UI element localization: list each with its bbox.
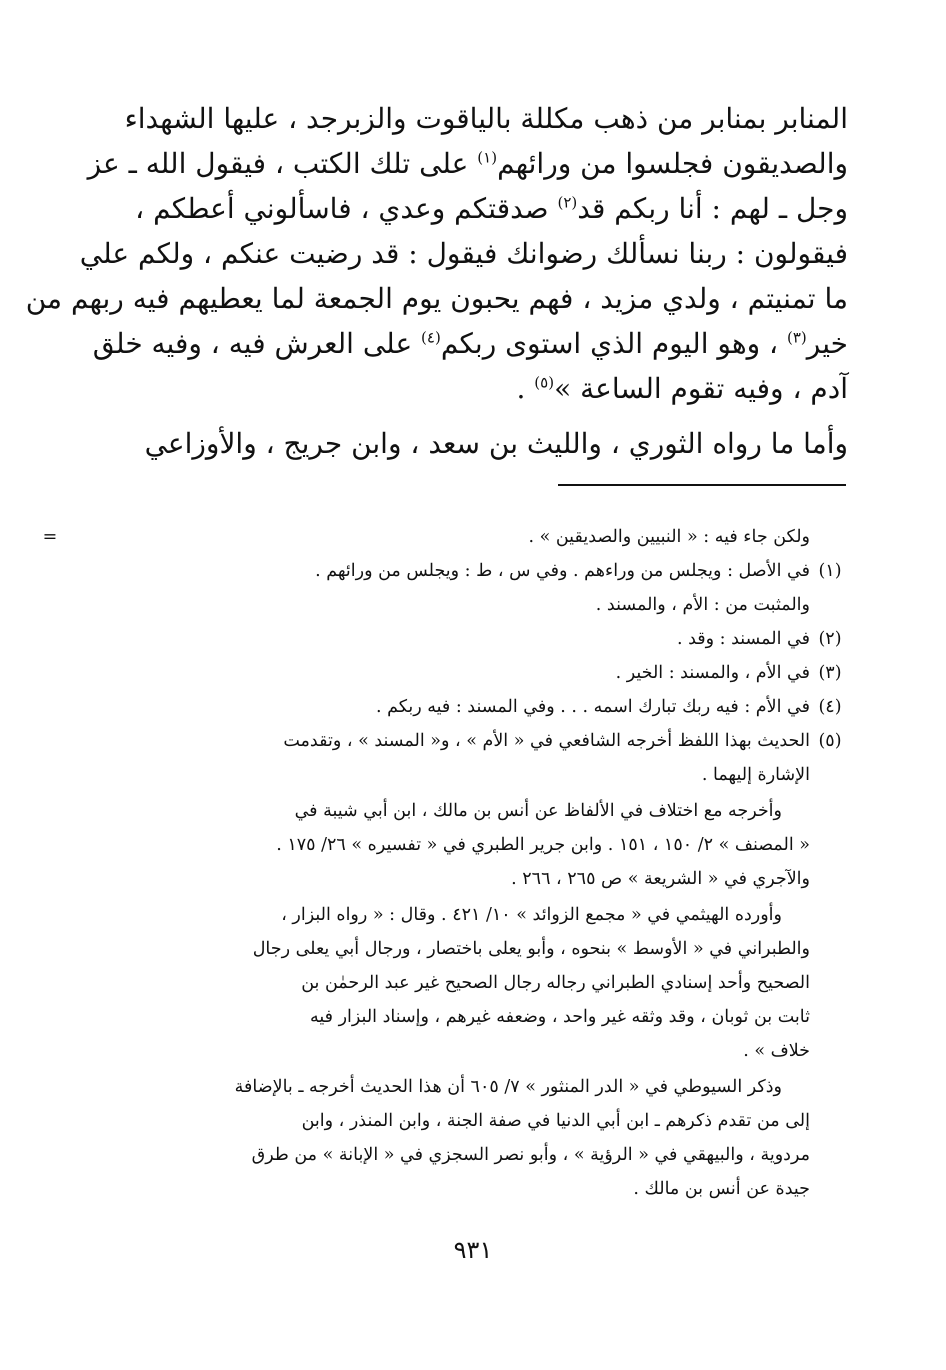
footnote-marker[interactable]: (١) — [477, 148, 498, 167]
footnote-number: (٣) — [818, 663, 842, 683]
text-line: وأما ما رواه الثوري ، والليث بن سعد ، وابن جريج ، والأوزاعي — [144, 427, 848, 460]
footnote-line: الإشارة إليهما . — [701, 765, 810, 785]
continuation-mark: = — [42, 527, 58, 547]
footnote-marker[interactable]: (٣) — [787, 328, 807, 347]
footnote-line: جيدة عن أنس بن مالك . — [633, 1179, 810, 1199]
text-line: آدم ، وفيه تقوم الساعة »$^{(٥)}$ . — [516, 372, 848, 405]
footnote-2 — [138, 622, 850, 656]
footnote-line: الحديث بهذا اللفظ أخرجه الشافعي في « الأم » ، و« المسند » ، وتقدمت — [283, 731, 810, 751]
text-line: والصديقون فجلسوا من ورائهم$^{(١)}$ على تلك الكتب ، فيقول الله ـ عز — [87, 147, 848, 180]
footnote-line: والطبراني في « الأوسط » بنحوه ، وأبو يعلى باختصار ، ورجال أبي يعلى رجال — [252, 939, 810, 959]
footnote-number: (١) — [818, 561, 842, 581]
footnote-line: مردوية ، والبيهقي في « الرؤية » ، وأبو نصر السجزي في « الإبانة » من طرق — [251, 1145, 810, 1165]
footnote-paragraph — [138, 794, 810, 896]
footnote-number: (٢) — [818, 629, 842, 649]
text-line: ما تمنيتم ، ولدي مزيد ، فهم يحبون يوم الجمعة لما يعطيهم فيه ربهم من — [25, 282, 848, 315]
footnote-line: في الأم ، والمسند : الخير . — [615, 663, 810, 683]
main-text — [25, 96, 848, 466]
footnote-separator — [558, 484, 846, 486]
text-line: وجل ـ لهم : أنا ربكم قد$^{(٢)}$ صدقتكم وعدي ، فاسألوني أعطكم ، — [135, 192, 848, 225]
footnote-number: (٥) — [818, 731, 842, 751]
footnote-paragraph — [138, 898, 810, 1068]
footnote-line: والمثبت من : الأم ، والمسند . — [595, 595, 810, 615]
footnote-line: إلى من تقدم ذكرهم ـ ابن أبي الدنيا في صفة الجنة ، وابن المنذر ، وابن — [301, 1111, 810, 1131]
footnote-line: خلاف » . — [743, 1041, 810, 1061]
footnote-line: الصحيح وأحد إسنادي الطبراني رجاله رجال الصحيح غير عبد الرحمٰن بن — [301, 973, 810, 993]
footnote-line: « المصنف » ٢/ ١٥٠ ، ١٥١ . وابن جرير الطبري في « تفسيره » ٢٦/ ١٧٥ . — [276, 835, 810, 855]
main-paragraph-1 — [25, 96, 848, 411]
footnote-line: ثابت بن ثوبان ، وقد وثقه غير واحد ، وضعفه غيرهم ، وإسناد البزار فيه — [309, 1007, 810, 1027]
footnote-line: والآجري في « الشريعة » ص ٢٦٥ ، ٢٦٦ . — [511, 869, 810, 889]
footnote-line: ولكن جاء فيه : « النبيين والصديقين » . — [528, 527, 810, 547]
page-number: ٩٣١ — [453, 1236, 493, 1264]
footnote-line: في الأصل : ويجلس من وراءهم . وفي س ، ط : ويجلس من ورائهم . — [315, 561, 810, 581]
footnote-paragraph — [138, 1070, 810, 1206]
footnote-line: في المسند : وقد . — [676, 629, 810, 649]
text-line: المنابر بمنابر من ذهب مكللة بالياقوت والزبرجد ، عليها الشهداء — [124, 102, 848, 135]
text-line: فيقولون : ربنا نسألك رضوانك فيقول : قد رضيت عنكم ، ولكم علي — [79, 237, 848, 270]
footnote-line: وأخرجه مع اختلاف في الألفاظ عن أنس بن مالك ، ابن أبي شيبة في — [294, 801, 782, 821]
footnote-3 — [138, 656, 850, 690]
footnote-number: (٤) — [818, 697, 842, 717]
footnote-continuation — [42, 520, 850, 554]
footnote-4 — [138, 690, 850, 724]
text-line: خير$^{(٣)}$ ، وهو اليوم الذي استوى ربكم$^{(٤)}$ على العرش فيه ، وفيه خلق — [92, 327, 848, 360]
footnote-marker[interactable]: (٥) — [534, 373, 555, 392]
footnote-line: في الأم : فيه ربك تبارك اسمه . . . وفي المسند : فيه ربكم . — [375, 697, 810, 717]
footnote-line: وأورده الهيثمي في « مجمع الزوائد » ١٠/ ٤٢١ . وقال : « رواه البزار ، — [281, 905, 782, 925]
footnotes-section — [42, 520, 850, 1206]
footnote-1 — [138, 554, 850, 622]
footnote-marker[interactable]: (٤) — [421, 328, 441, 347]
footnote-line: وذكر السيوطي في « الدر المنثور » ٧/ ٦٠٥ أن هذا الحديث أخرجه ـ بالإضافة — [234, 1077, 782, 1097]
footnote-marker[interactable]: (٢) — [557, 193, 578, 212]
footnote-5 — [138, 724, 850, 792]
main-paragraph-2 — [138, 421, 848, 466]
